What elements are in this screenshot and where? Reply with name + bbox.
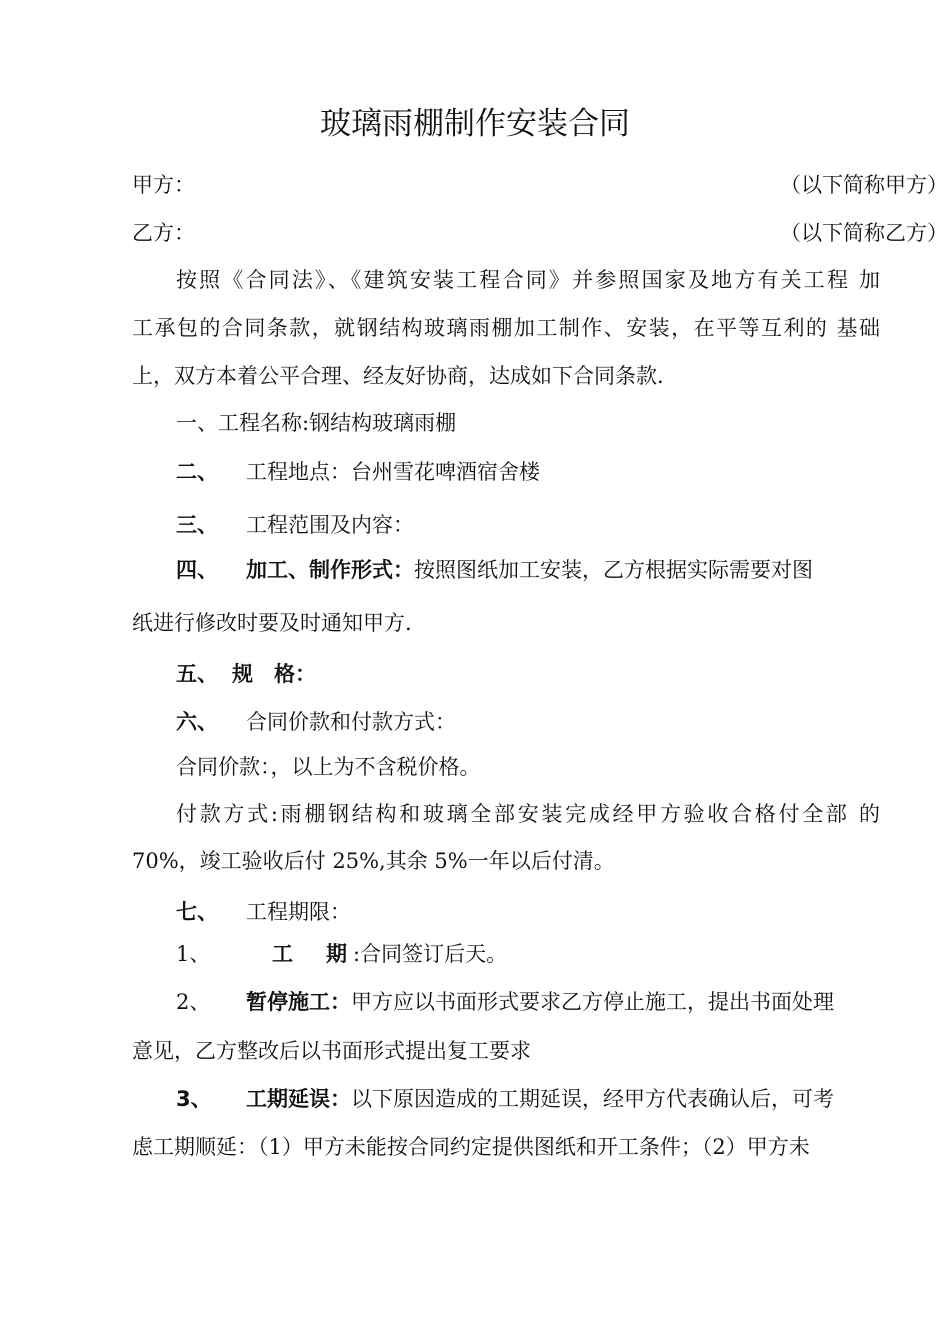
section-5 <box>176 661 880 687</box>
intro-line-3: 上，双方本着公平合理、经友好协商，达成如下合同条款. <box>132 364 664 388</box>
item-2-text: 甲方应以书面形式要求乙方停止施工，提出书面处理 <box>351 990 834 1014</box>
section-1-label: 一、工程名称 <box>176 411 302 435</box>
section-3-label: 工程范围及内容： <box>246 513 414 537</box>
section-5-label: 规 格： <box>232 662 316 686</box>
section-4-label-wrap <box>246 557 813 583</box>
section-5-num: 五、 <box>176 662 218 686</box>
section-2 <box>176 459 880 485</box>
document-title: 玻璃雨棚制作安装合同 <box>320 106 630 142</box>
party-b-line <box>132 220 948 246</box>
section-2-label: 工程地点： <box>246 460 351 484</box>
payment-line-1: 付款方式:雨棚钢结构和玻璃全部安装完成经甲方验收合格付全部 的 <box>176 802 880 826</box>
section-3 <box>176 512 880 538</box>
item-1-label-wrap <box>272 941 507 967</box>
section-7-label: 工程期限： <box>246 900 351 924</box>
item-2-num: 2、 <box>176 990 211 1014</box>
item-1-text: :合同签订后天。 <box>353 942 508 966</box>
section-3-num: 三、 <box>176 513 218 537</box>
payment-line-2: 70%，竣工验收后付 25%,其余 5%一年以后付清。 <box>132 849 615 873</box>
item-2 <box>176 989 880 1015</box>
item-1-num: 1、 <box>176 942 211 966</box>
section-4 <box>176 557 880 583</box>
party-b-label: 乙方： <box>132 221 195 245</box>
section-1 <box>176 410 880 436</box>
section-2-num: 二、 <box>176 460 218 484</box>
section-4-num: 四、 <box>176 558 218 582</box>
section-2-label-wrap <box>246 459 540 485</box>
item-2-label: 暂停施工： <box>246 990 351 1014</box>
intro-line-2: 工承包的合同条款，就钢结构玻璃雨棚加工制作、安装，在平等互利的 基础 <box>132 316 880 340</box>
section-4-label: 加工、制作形式： <box>246 558 414 582</box>
party-a-line <box>132 172 948 198</box>
item-1-label: 工 期 <box>272 942 353 966</box>
item-3-num: 3、 <box>176 1087 212 1111</box>
item-3-label-wrap <box>246 1086 834 1112</box>
section-4-text: 按照图纸加工安装，乙方根据实际需要对图 <box>414 558 813 582</box>
section-6 <box>176 709 880 735</box>
section-6-label: 合同价款和付款方式： <box>246 710 456 734</box>
section-2-text: 台州雪花啤酒宿舍楼 <box>351 460 540 484</box>
section-4-line-2: 纸进行修改时要及时通知甲方. <box>132 611 412 635</box>
item-3 <box>176 1086 880 1112</box>
item-3-text: 以下原因造成的工期延误，经甲方代表确认后，可考 <box>351 1087 834 1111</box>
intro-line-1: 按照《合同法》、《建筑安装工程合同》并参照国家及地方有关工程 加 <box>176 268 880 292</box>
section-7-num: 七、 <box>176 900 218 924</box>
item-3-label: 工期延误： <box>246 1087 351 1111</box>
item-3-line-2: 虑工期顺延：（1）甲方未能按合同约定提供图纸和开工条件；（2）甲方未 <box>132 1135 810 1159</box>
section-1-text: :钢结构玻璃雨棚 <box>302 411 457 435</box>
item-2-line-2: 意见，乙方整改后以书面形式提出复工要求 <box>132 1039 531 1063</box>
party-a-label: 甲方： <box>132 173 195 197</box>
section-7 <box>176 899 880 925</box>
contract-price: 合同价款：，以上为不含税价格。 <box>176 755 481 779</box>
item-2-label-wrap <box>246 989 834 1015</box>
party-b-note: （以下简称乙方） <box>780 221 948 245</box>
item-1 <box>176 941 880 967</box>
party-a-note: （以下简称甲方） <box>780 173 948 197</box>
section-6-num: 六、 <box>176 710 218 734</box>
